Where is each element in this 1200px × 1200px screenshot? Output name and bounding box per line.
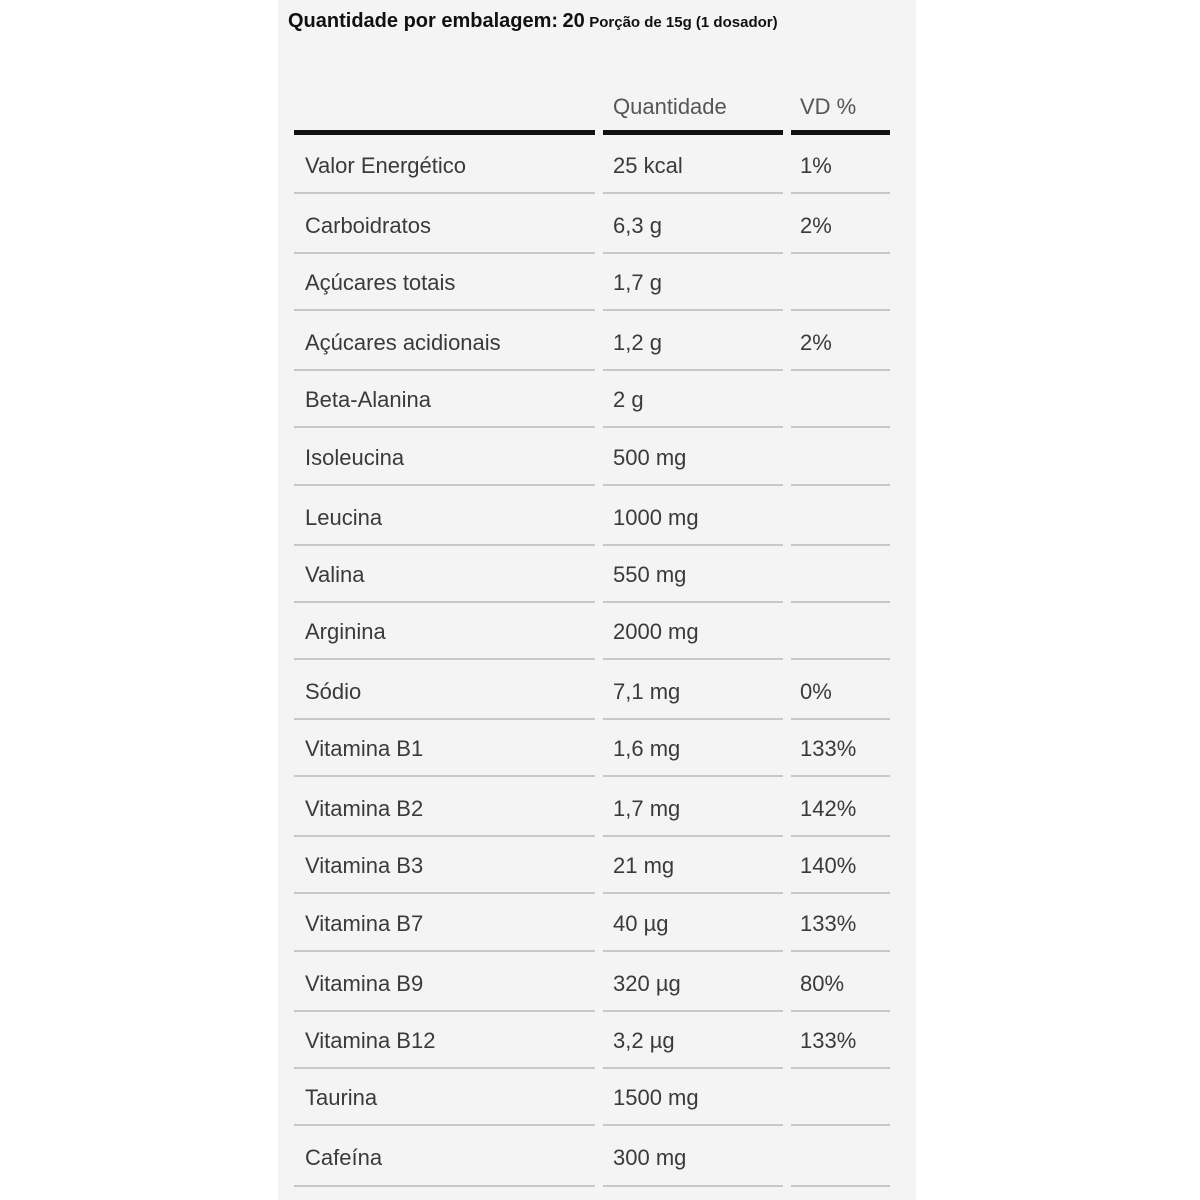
row-divider [603, 950, 783, 952]
cell-amount: 1,7 g [613, 270, 662, 295]
cell-name: Vitamina B1 [305, 736, 424, 761]
row-divider [791, 484, 890, 486]
row-divider [294, 775, 595, 777]
row-divider [603, 775, 783, 777]
cell-name: Vitamina B12 [305, 1028, 436, 1053]
row-divider [791, 658, 890, 660]
serving-label: Quantidade por embalagem: [288, 10, 559, 32]
row-divider [603, 1124, 783, 1126]
row-divider [603, 658, 783, 660]
cell-amount: 2 g [613, 387, 644, 412]
cell-vd: 133% [800, 911, 857, 936]
row-divider [603, 309, 783, 311]
cell-vd: 142% [800, 796, 857, 821]
cell-amount: 1,7 mg [613, 796, 681, 821]
row-divider [294, 484, 595, 486]
header-rule-quantidade [603, 130, 783, 135]
row-divider [603, 718, 783, 720]
cell-amount: 1,6 mg [613, 736, 681, 761]
serving-heading [288, 10, 778, 33]
cell-name: Vitamina B3 [305, 853, 424, 878]
row-divider [603, 426, 783, 428]
cell-name: Vitamina B7 [305, 911, 424, 936]
column-header-vd: VD % [800, 94, 857, 119]
cell-vd: 140% [800, 853, 857, 878]
cell-amount: 25 kcal [613, 153, 683, 178]
cell-vd: 0% [800, 679, 832, 704]
cell-amount: 40 µg [613, 911, 669, 936]
row-divider [294, 835, 595, 837]
cell-amount: 21 mg [613, 853, 675, 878]
row-divider [791, 544, 890, 546]
row-divider [294, 950, 595, 952]
row-divider [791, 1010, 890, 1012]
row-divider [791, 426, 890, 428]
cell-name: Sódio [305, 679, 362, 704]
row-divider [603, 369, 783, 371]
cell-amount: 7,1 mg [613, 679, 681, 704]
cell-name: Taurina [305, 1085, 378, 1110]
row-divider [294, 658, 595, 660]
cell-name: Arginina [305, 619, 386, 644]
row-divider [603, 252, 783, 254]
cell-amount: 1000 mg [613, 505, 699, 530]
nutrition-panel [278, 0, 916, 1200]
row-divider [791, 950, 890, 952]
row-divider [294, 544, 595, 546]
cell-name: Vitamina B9 [305, 971, 424, 996]
cell-name: Vitamina B2 [305, 796, 424, 821]
row-divider [603, 544, 783, 546]
cell-amount: 2000 mg [613, 619, 699, 644]
row-divider [603, 1185, 783, 1187]
cell-vd: 1% [800, 153, 832, 178]
row-divider [603, 192, 783, 194]
cell-amount: 1,2 g [613, 330, 662, 355]
row-divider [791, 309, 890, 311]
header-rule-name [294, 130, 595, 135]
cell-vd: 133% [800, 736, 857, 761]
portion-size: Porção de 15g (1 dosador) [589, 14, 778, 31]
row-divider [791, 718, 890, 720]
row-divider [294, 1010, 595, 1012]
cell-vd: 80% [800, 971, 845, 996]
row-divider [294, 718, 595, 720]
row-divider [603, 835, 783, 837]
row-divider [791, 1185, 890, 1187]
row-divider [294, 252, 595, 254]
row-divider [294, 1185, 595, 1187]
cell-name: Valina [305, 562, 365, 587]
row-divider [603, 1010, 783, 1012]
row-divider [294, 1067, 595, 1069]
row-divider [603, 484, 783, 486]
row-divider [294, 601, 595, 603]
cell-name: Cafeína [305, 1145, 383, 1170]
cell-amount: 500 mg [613, 445, 687, 470]
row-divider [791, 892, 890, 894]
column-header-quantidade: Quantidade [613, 94, 727, 119]
cell-amount: 1500 mg [613, 1085, 699, 1110]
cell-name: Açúcares totais [305, 270, 456, 295]
row-divider [791, 1124, 890, 1126]
row-divider [603, 601, 783, 603]
row-divider [294, 426, 595, 428]
row-divider [294, 192, 595, 194]
cell-name: Beta-Alanina [305, 387, 431, 412]
header-rule-vd [791, 130, 890, 135]
row-divider [791, 192, 890, 194]
cell-vd: 2% [800, 330, 832, 355]
row-divider [294, 1124, 595, 1126]
serving-count: 20 [562, 10, 585, 32]
row-divider [791, 775, 890, 777]
row-divider [791, 835, 890, 837]
cell-amount: 6,3 g [613, 213, 662, 238]
row-divider [791, 252, 890, 254]
cell-name: Isoleucina [305, 445, 405, 470]
cell-amount: 3,2 µg [613, 1028, 675, 1053]
cell-amount: 550 mg [613, 562, 687, 587]
cell-name: Açúcares acidionais [305, 330, 501, 355]
cell-name: Valor Energético [305, 153, 467, 178]
row-divider [294, 369, 595, 371]
cell-amount: 300 mg [613, 1145, 687, 1170]
row-divider [603, 892, 783, 894]
row-divider [603, 1067, 783, 1069]
row-divider [791, 601, 890, 603]
cell-amount: 320 µg [613, 971, 681, 996]
cell-name: Carboidratos [305, 213, 431, 238]
row-divider [791, 369, 890, 371]
cell-name: Leucina [305, 505, 383, 530]
row-divider [791, 1067, 890, 1069]
cell-vd: 2% [800, 213, 832, 238]
row-divider [294, 309, 595, 311]
cell-vd: 133% [800, 1028, 857, 1053]
row-divider [294, 892, 595, 894]
